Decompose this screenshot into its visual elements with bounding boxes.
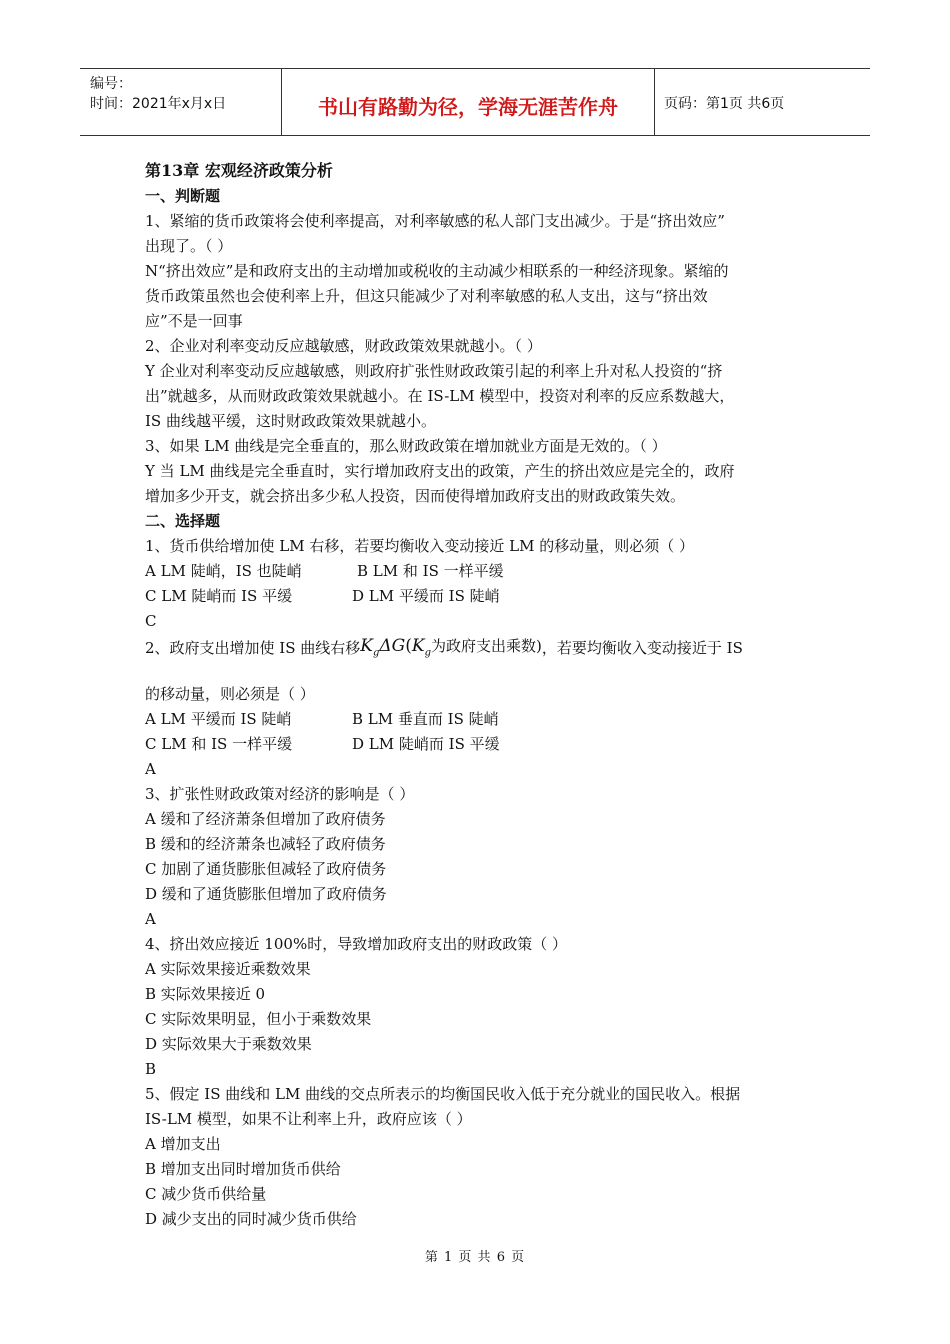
text-line: 增加多少开支，就会挤出多少私人投资，因而使得增加政府支出的财政政策失效。 — [145, 487, 686, 505]
option-a: A LM 平缓而 IS 陡峭 — [145, 710, 292, 728]
document-body — [145, 157, 825, 1232]
header-left-cell — [80, 69, 281, 135]
q5-stem-line2: IS-LM 模型，如果不让利率上升，政府应该（ ） — [145, 1110, 472, 1128]
page-info: 页码：第1页 共6页 — [664, 96, 785, 112]
formula-text: 为政府支出乘数) — [431, 637, 542, 655]
time-label: 时间：2021年x月x日 — [90, 96, 227, 112]
option-c: C LM 陡峭而 IS 平缓 — [145, 587, 293, 605]
q5-stem-line1: 5、假定 IS 曲线和 LM 曲线的交点所表示的均衡国民收入低于充分就业的国民收入。根据 — [145, 1085, 741, 1103]
q4-option: B 实际效果接近 0 — [145, 985, 266, 1003]
q1-options-row1 — [145, 559, 825, 584]
q4-answer: B — [145, 1060, 157, 1078]
text-line: Y 当 LM 曲线是完全垂直时，实行增加政府支出的政策，产生的挤出效应是完全的，政府 — [145, 462, 735, 480]
q5-option: B 增加支出同时增加货币供给 — [145, 1160, 341, 1178]
q2-stem-after: ，若要均衡收入变动接近于 IS — [541, 639, 743, 657]
option-d: D LM 陡峭而 IS 平缓 — [352, 735, 500, 753]
text-line: 货币政策虽然也会使利率上升，但这只能减少了对利率敏感的私人支出，这与“挤出效 — [145, 287, 708, 305]
q5-option: A 增加支出 — [145, 1135, 221, 1153]
q2-answer: A — [145, 760, 156, 778]
q3-option: D 缓和了通货膨胀但增加了政府债务 — [145, 885, 387, 903]
chapter-title: 第13章 宏观经济政策分析 — [145, 161, 333, 180]
text-line: 3、如果 LM 曲线是完全垂直的，那么财政政策在增加就业方面是无效的。（ ） — [145, 437, 667, 455]
q3-option: A 缓和了经济萧条但增加了政府债务 — [145, 810, 386, 828]
q2-stem-before: 2、政府支出增加使 IS 曲线右移 — [145, 639, 361, 657]
motto: 书山有路勤为径，学海无涯苦作舟 — [318, 95, 618, 119]
formula-delta: ΔG — [379, 636, 406, 656]
q2-options-row2 — [145, 732, 825, 757]
q2-options-row1 — [145, 707, 825, 732]
q5-option: C 减少货币供给量 — [145, 1185, 267, 1203]
text-line: Y 企业对利率变动反应越敏感，则政府扩张性财政政策引起的利率上升对私人投资的“挤 — [145, 362, 723, 380]
q3-stem: 3、扩张性财政政策对经济的影响是（ ） — [145, 785, 415, 803]
text-line: 2、企业对利率变动反应越敏感，财政政策效果就越小。（ ） — [145, 337, 542, 355]
q3-answer: A — [145, 910, 156, 928]
q4-option: A 实际效果接近乘数效果 — [145, 960, 311, 978]
code-label: 编号： — [90, 76, 132, 92]
option-b: B LM 垂直而 IS 陡峭 — [352, 710, 499, 728]
formula-k2: K — [411, 636, 425, 656]
q1-stem: 1、货币供给增加使 LM 右移，若要均衡收入变动接近 LM 的移动量，则必须（ ） — [145, 537, 695, 555]
q4-option: D 实际效果大于乘数效果 — [145, 1035, 312, 1053]
q2-stem — [145, 634, 825, 682]
q2-stem-cont: 的移动量，则必须是（ ） — [145, 685, 315, 703]
q1-options-row2 — [145, 584, 825, 609]
q4-option: C 实际效果明显，但小于乘数效果 — [145, 1010, 372, 1028]
q3-option: C 加剧了通货膨胀但减轻了政府债务 — [145, 860, 387, 878]
option-a: A LM 陡峭，IS 也陡峭 — [145, 562, 302, 580]
q1-answer: C — [145, 612, 157, 630]
header-right-cell — [654, 69, 870, 135]
formula-paren: ( — [405, 636, 412, 656]
section2-heading: 二、选择题 — [145, 512, 221, 530]
formula-k: K — [360, 636, 373, 656]
multiplier-formula — [360, 636, 542, 659]
option-d: D LM 平缓而 IS 陡峭 — [352, 587, 500, 605]
page-header — [80, 68, 870, 136]
option-b: B LM 和 IS 一样平缓 — [357, 562, 504, 580]
formula-sub2: g — [424, 647, 432, 659]
q3-option: B 缓和的经济萧条也减轻了政府债务 — [145, 835, 386, 853]
page-footer: 第 1 页 共 6 页 — [424, 1250, 526, 1265]
q5-option: D 减少支出的同时减少货币供给 — [145, 1210, 357, 1228]
formula-sub: g — [373, 647, 380, 659]
option-c: C LM 和 IS 一样平缓 — [145, 735, 293, 753]
header-motto-cell — [281, 69, 655, 135]
text-line: 应”不是一回事 — [145, 312, 243, 330]
section1-lines — [145, 209, 825, 509]
text-line: 出现了。（ ） — [145, 237, 233, 255]
q4-stem: 4、挤出效应接近 100%时，导致增加政府支出的财政政策（ ） — [145, 935, 567, 953]
text-line: 出”就越多，从而财政政策效果就越小。在 IS-LM 模型中，投资对利率的反应系数越大， — [145, 387, 735, 405]
text-line: 1、紧缩的货币政策将会使利率提高，对利率敏感的私人部门支出减少。于是“挤出效应” — [145, 212, 725, 230]
text-line: IS 曲线越平缓，这时财政政策效果就越小。 — [145, 412, 436, 430]
section1-heading: 一、判断题 — [145, 187, 221, 205]
text-line: N“挤出效应”是和政府支出的主动增加或税收的主动减少相联系的一种经济现象。紧缩的 — [145, 262, 729, 280]
